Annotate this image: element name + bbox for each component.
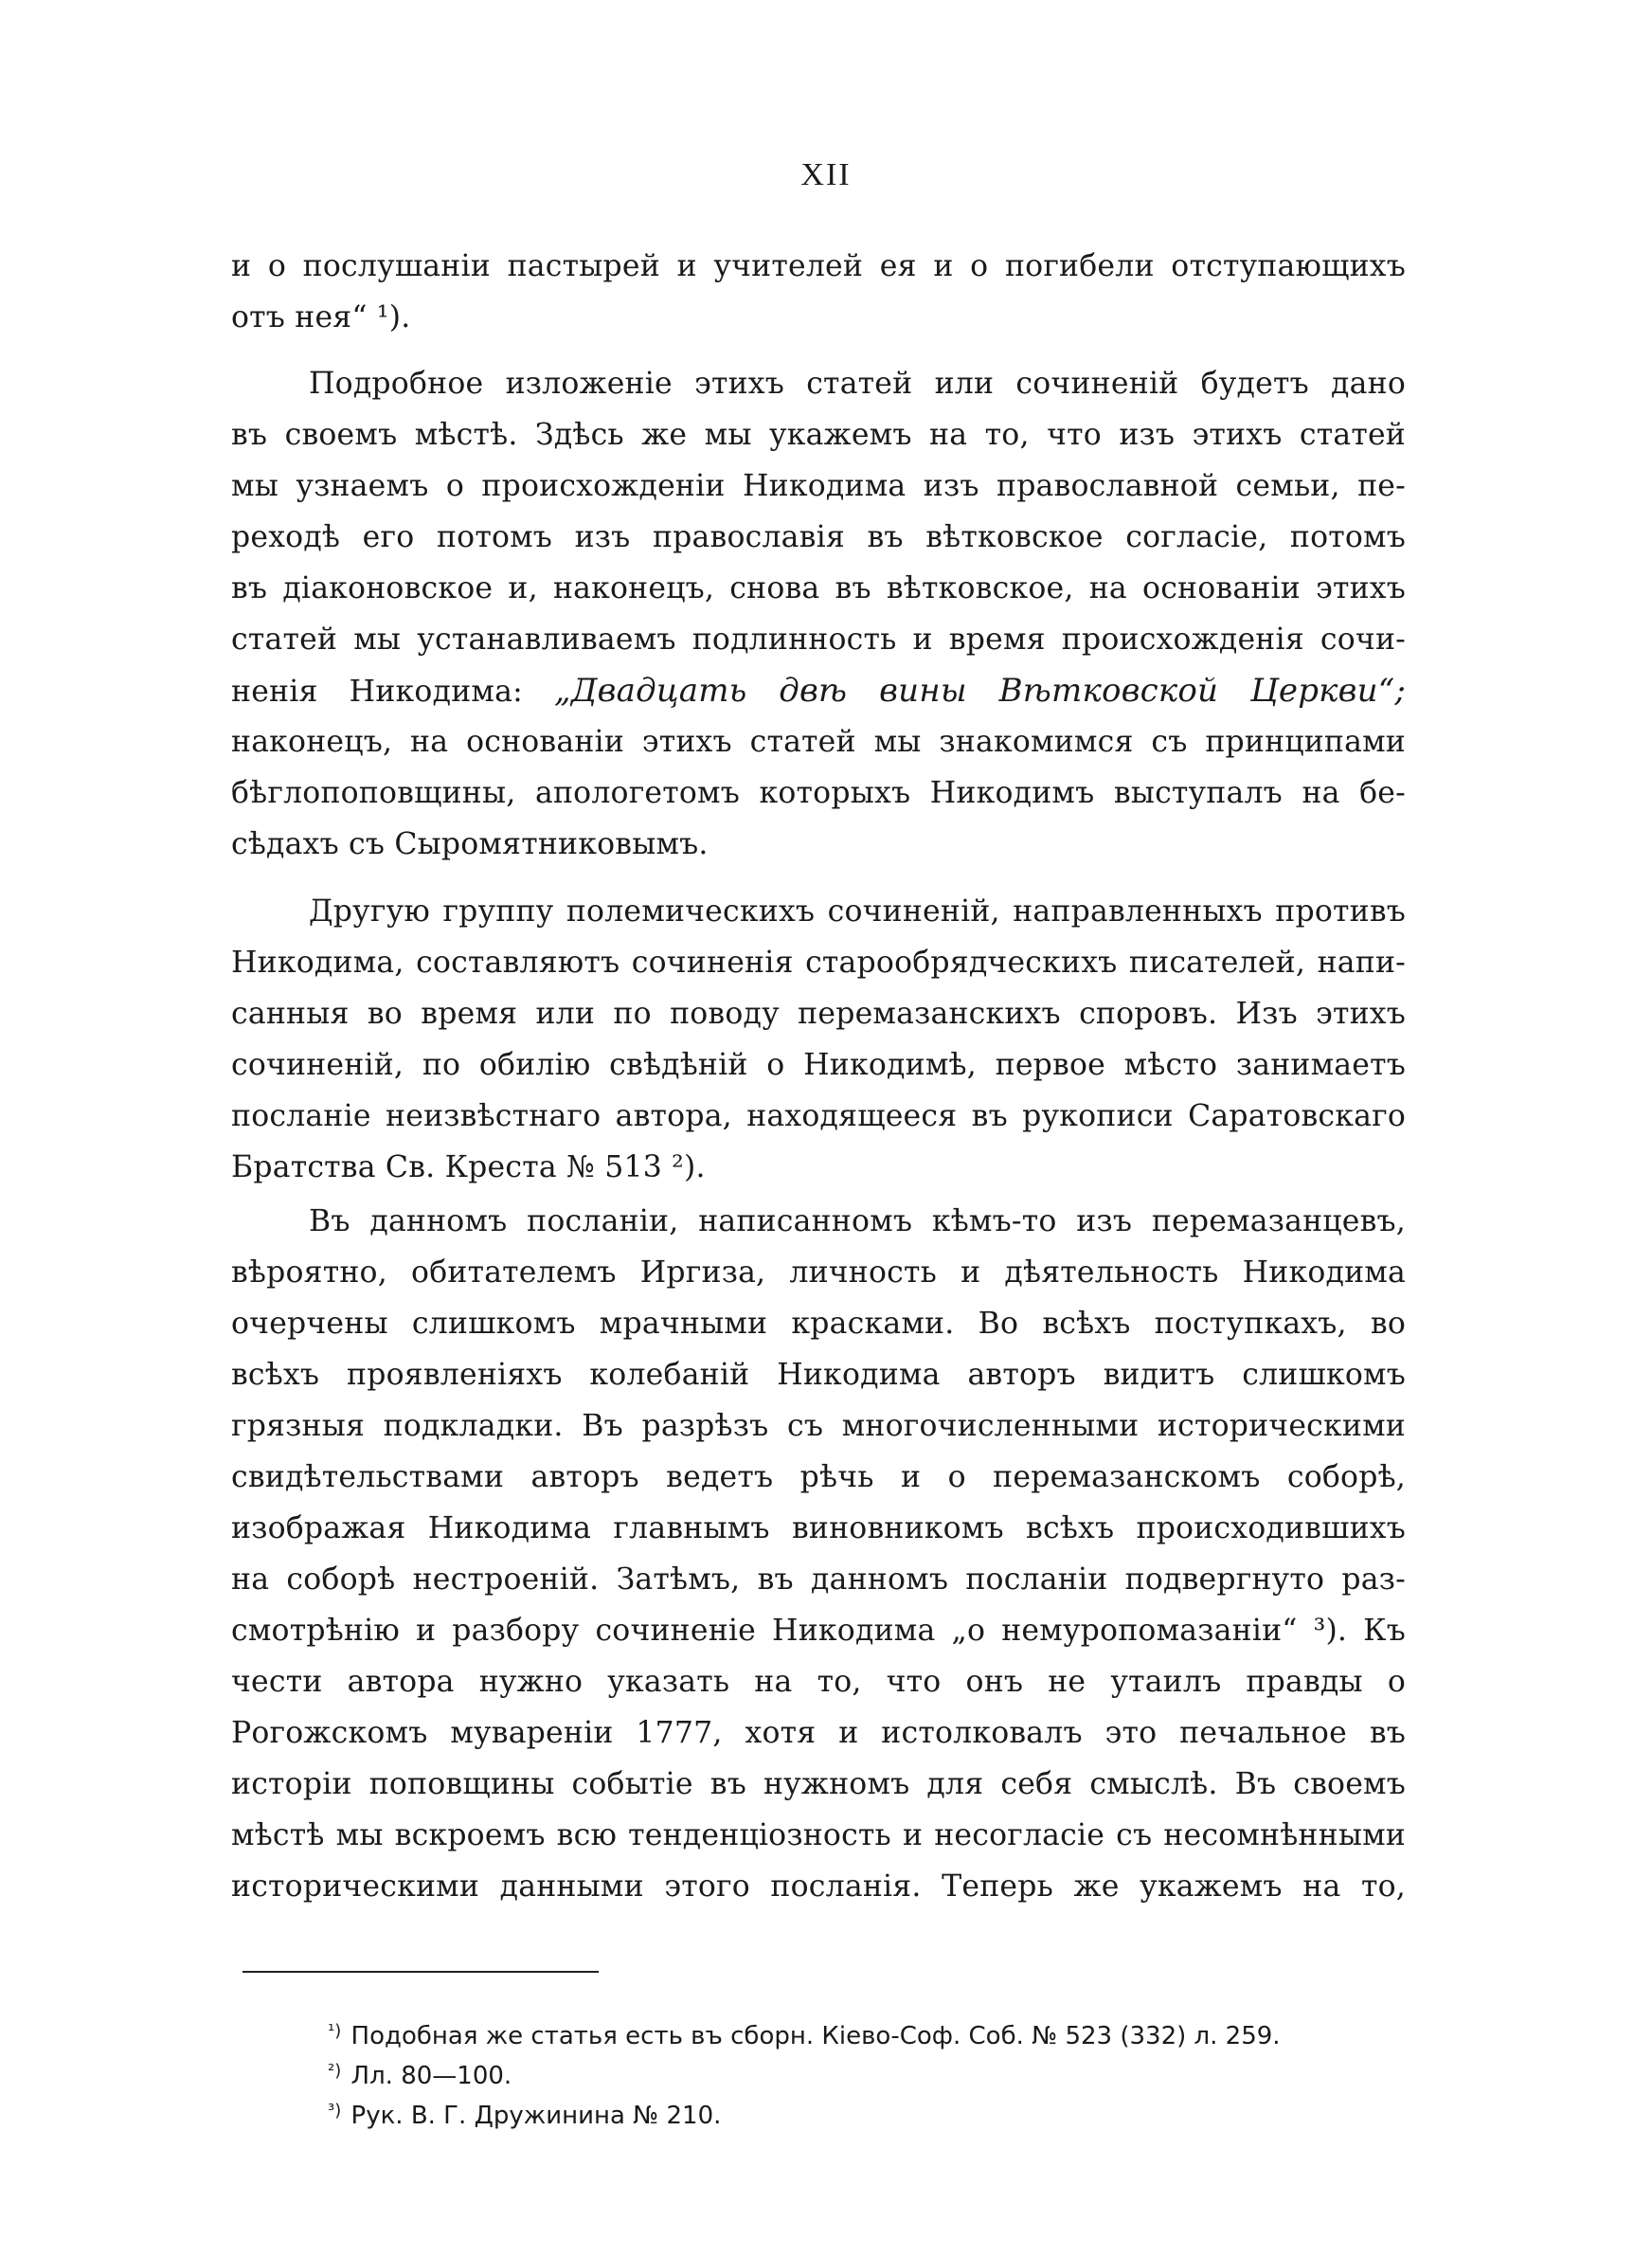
text-line: Рогожскомъ мувареніи 1777, хотя и истолковалъ это печальное въ (231, 1716, 1406, 1750)
text-line: очерчены слишкомъ мрачными красками. Во всѣхъ поступкахъ, во (231, 1307, 1406, 1341)
text-line: въ своемъ мѣстѣ. Здѣсь же мы укажемъ на то, что изъ этихъ статей (231, 418, 1406, 452)
text-line: Другую группу полемическихъ сочиненій, направленныхъ противъ (309, 894, 1406, 929)
text-line: Никодима, составляютъ сочиненія старообрядческихъ писателей, напи- (231, 946, 1406, 980)
paragraph (231, 1196, 1406, 1912)
text-line: наконецъ, на основаніи этихъ статей мы знакомимся съ принципами (231, 725, 1406, 759)
text-line: историческими данными этого посланія. Теперь же укажемъ на то, (231, 1869, 1406, 1904)
text-line-with-title (231, 665, 1406, 716)
page-number: XII (800, 157, 852, 192)
text-line: санныя во время или по поводу перемазанскихъ споровъ. Изъ этихъ (231, 997, 1406, 1031)
footnote-text: Рук. В. Г. Дружинина № 210. (350, 2102, 722, 2130)
text-line: отъ нея“ ¹). (231, 300, 411, 334)
text-line: и о послушаніи пастырей и учителей ея и о погибели отступающихъ (231, 249, 1406, 283)
footnote-mark: ²) (328, 2061, 342, 2081)
paragraph (231, 886, 1406, 1193)
footnote (328, 2016, 1408, 2056)
text-line: реходѣ его потомъ изъ православія въ вѣтковское согласіе, потомъ (231, 520, 1406, 554)
footnote-separator-rule (242, 1971, 599, 1973)
text-line: Братства Св. Креста № 513 ²). (231, 1150, 706, 1184)
text-line: изображая Никодима главнымъ виновникомъ всѣхъ происходившихъ (231, 1511, 1406, 1545)
text-line: вѣроятно, обитателемъ Иргиза, личность и дѣятельность Никодима (231, 1255, 1406, 1290)
italic-work-title: „Двадцать двѣ вины Вѣтковской Церкви“; (554, 672, 1406, 710)
text-line: мѣстѣ мы вскроемъ всю тенденціозность и несогласіе съ несомнѣнными (231, 1818, 1406, 1852)
text-line: сочиненій, по обилію свѣдѣній о Никодимѣ, первое мѣсто занимаетъ (231, 1048, 1406, 1082)
footnote (328, 2096, 1408, 2136)
text-line: сѣдахъ съ Сыромятниковымъ. (231, 827, 709, 861)
text-line: всѣхъ проявленіяхъ колебаній Никодима авторъ видитъ слишкомъ (231, 1358, 1406, 1392)
footnote-mark: ¹) (328, 2021, 342, 2041)
paragraph (231, 358, 1406, 870)
text-line: исторіи поповщины событіе въ нужномъ для себя смыслѣ. Въ своемъ (231, 1767, 1406, 1801)
text-line: Въ данномъ посланіи, написанномъ кѣмъ-то изъ перемазанцевъ, (309, 1204, 1406, 1238)
text-line: мы узнаемъ о происхожденіи Никодима изъ православной семьи, пе- (231, 469, 1406, 503)
text-line: грязныя подкладки. Въ разрѣзъ съ многочисленными историческими (231, 1409, 1406, 1443)
text-line: чести автора нужно указать на то, что онъ не утаилъ правды о (231, 1665, 1406, 1699)
text-line: посланіе неизвѣстнаго автора, находящееся въ рукописи Саратовскаго (231, 1099, 1406, 1133)
footnote-mark: ³) (328, 2101, 342, 2121)
paragraph-continuation (231, 241, 1406, 343)
footnote-text: Лл. 80—100. (350, 2062, 512, 2090)
text-line: Подробное изложеніе этихъ статей или сочиненій будетъ дано (309, 367, 1406, 401)
text-line: статей мы устанавливаемъ подлинность и время происхожденія сочи- (231, 623, 1406, 657)
text-line: на соборѣ нестроеній. Затѣмъ, въ данномъ посланіи подвергнуто раз- (231, 1562, 1406, 1597)
text-line: свидѣтельствами авторъ ведетъ рѣчь и о перемазанскомъ соборѣ, (231, 1460, 1406, 1494)
text-fragment: ненія Никодима: (231, 675, 523, 709)
text-line: въ діаконовское и, наконецъ, снова въ вѣтковское, на основаніи этихъ (231, 571, 1406, 605)
text-line: смотрѣнію и разбору сочиненіе Никодима „о немуропомазаніи“ ³). Къ (231, 1614, 1406, 1648)
footnote (328, 2056, 1408, 2096)
footnotes (328, 2016, 1408, 2136)
text-line: бѣглопоповщины, апологетомъ которыхъ Никодимъ выступалъ на бе- (231, 776, 1406, 810)
footnote-text: Подобная же статья есть въ сборн. Кіево-Соф. Соб. № 523 (332) л. 259. (350, 2022, 1281, 2050)
